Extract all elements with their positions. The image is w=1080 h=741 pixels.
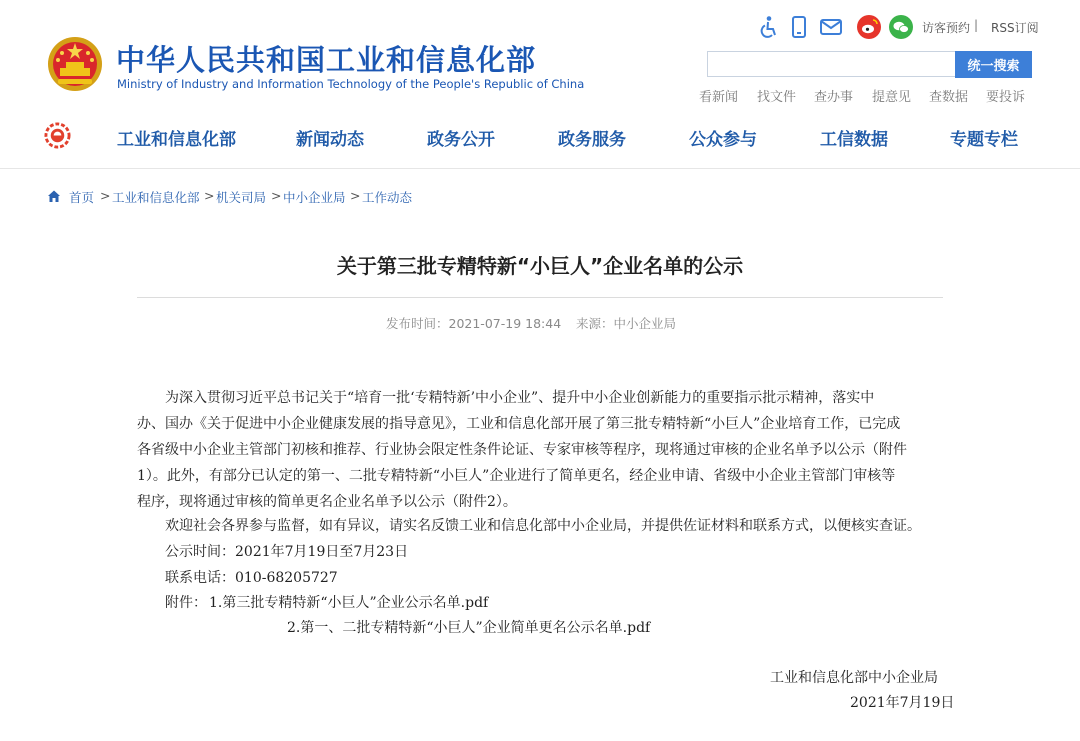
breadcrumb-sme-bureau[interactable]: 中小企业局 [283, 190, 346, 205]
breadcrumb-work-updates[interactable]: 工作动态 [362, 190, 413, 205]
signature-organization: 工业和信息化部中小企业局 [770, 670, 938, 686]
quick-link-complaint[interactable]: 要投诉 [986, 90, 1026, 105]
nav-item-government-services[interactable]: 政务服务 [558, 130, 626, 150]
quick-link-documents[interactable]: 找文件 [757, 90, 797, 105]
notice-period: 公示时间：2021年7月19日至7月23日 [165, 544, 409, 560]
breadcrumb-departments[interactable]: 机关司局 [216, 190, 267, 205]
nav-item-data[interactable]: 工信数据 [820, 130, 888, 150]
nav-item-government-affairs[interactable]: 政务公开 [427, 130, 495, 150]
signature-date: 2021年7月19日 [850, 695, 955, 711]
article-title: 关于第三批专精特新“小巨人”企业名单的公示 [336, 254, 744, 278]
unified-search-button[interactable]: 统一搜索 [955, 51, 1032, 78]
paragraph-line: 1）。此外，有部分已认定的第一、二批专精特新“小巨人”企业进行了简单更名，经企业申请、省级中小企业主管部门审核等 [137, 468, 896, 484]
accessibility-icon[interactable] [755, 14, 781, 40]
quick-link-data[interactable]: 查数据 [929, 90, 969, 105]
site-name-cn[interactable]: 中华人民共和国工业和信息化部 [116, 43, 537, 77]
attachments-label: 附件： [165, 595, 207, 611]
national-emblem-icon[interactable] [46, 35, 104, 93]
weibo-icon[interactable] [856, 14, 882, 40]
breadcrumb-separator: > [204, 188, 215, 203]
rss-link[interactable]: RSS订阅 [991, 21, 1039, 35]
quick-link-services[interactable]: 查办事 [814, 90, 854, 105]
title-divider [137, 297, 943, 298]
quick-link-news[interactable]: 看新闻 [699, 90, 739, 105]
nav-item-news[interactable]: 新闻动态 [296, 130, 364, 150]
paragraph-line: 为深入贯彻习近平总书记关于“培育一批‘专精特新’中小企业”、提升中小企业创新能力的重要指示批示精神，落实中 [165, 390, 875, 406]
paragraph-line: 各省级中小企业主管部门初核和推荐、行业协会限定性条件论证、专家审核等程序，现将通过审核的企业名单予以公示（附件 [137, 442, 907, 458]
attachment-1-link[interactable]: 1.第三批专精特新“小巨人”企业公示名单.pdf [209, 595, 489, 611]
visitor-appointment-link[interactable]: 访客预约 [922, 21, 971, 35]
site-header [0, 0, 1080, 169]
top-link-separator: | [974, 18, 979, 32]
miit-logo-icon[interactable] [44, 122, 71, 149]
breadcrumb-separator: > [271, 188, 282, 203]
contact-phone: 联系电话：010-68205727 [165, 570, 338, 586]
nav-item-special-topics[interactable]: 专题专栏 [950, 130, 1018, 150]
nav-item-public-participation[interactable]: 公众参与 [689, 130, 757, 150]
site-name-en: Ministry of Industry and Information Technology of the People's Republic of China [117, 77, 585, 91]
mobile-icon[interactable] [786, 14, 812, 40]
breadcrumb-miit[interactable]: 工业和信息化部 [112, 190, 200, 205]
quick-link-feedback[interactable]: 提意见 [872, 90, 912, 105]
home-icon[interactable] [47, 189, 61, 203]
breadcrumb-separator: > [350, 188, 361, 203]
breadcrumb-separator: > [100, 188, 111, 203]
article-source: 来源：中小企业局 [576, 316, 677, 331]
mail-icon[interactable] [818, 14, 844, 40]
attachment-2-link[interactable]: 2.第一、二批专精特新“小巨人”企业简单更名公示名单.pdf [287, 620, 651, 636]
paragraph-line: 办、国办《关于促进中小企业健康发展的指导意见》，工业和信息化部开展了第三批专精特新“小巨人”企业培育工作，已完成 [137, 416, 901, 432]
publish-time: 发布时间：2021-07-19 18:44 [386, 316, 562, 331]
paragraph-line: 程序，现将通过审核的简单更名企业名单予以公示（附件2）。 [137, 494, 517, 510]
breadcrumb-home[interactable]: 首页 [69, 190, 95, 205]
nav-item-miit[interactable]: 工业和信息化部 [117, 130, 236, 150]
article-paragraph-1 [137, 385, 943, 515]
article-paragraph-2: 欢迎社会各界参与监督，如有异议，请实名反馈工业和信息化部中小企业局，并提供佐证材料和联系方式，以便核实查证。 [165, 518, 921, 534]
wechat-icon[interactable] [888, 14, 914, 40]
search-input[interactable] [707, 51, 955, 77]
